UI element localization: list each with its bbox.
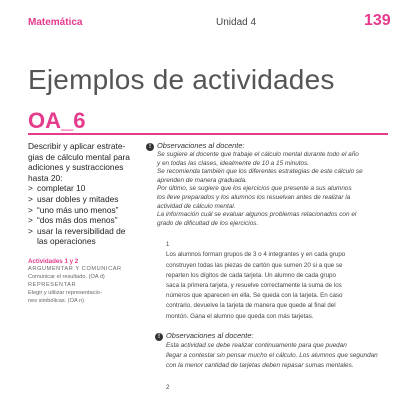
chevron-right-icon: > xyxy=(28,183,33,194)
strategy-item-continuation: las operaciones xyxy=(37,236,96,247)
activity-line: Los alumnos forman grupos de 3 o 4 integrantes y en cada grupo xyxy=(166,251,346,259)
page-title: Ejemplos de actividades xyxy=(28,64,335,95)
objective-line: hasta 20: xyxy=(28,172,63,183)
notes-line: Se sugiere al docente que trabaje el cálculo mental durante todo el año xyxy=(157,151,359,158)
skill-description: Comunicar el resultado. (OA d) xyxy=(28,273,105,280)
objective-column xyxy=(28,141,146,305)
activity-number: 1 xyxy=(166,242,170,249)
strategy-item: > “dos más dos menos” xyxy=(28,215,118,226)
activity-line: números que aparecen en ella. Se queda con la tarjeta. En caso xyxy=(166,292,343,300)
strategy-item: > usar la reversibilidad de xyxy=(28,225,126,236)
strategy-list xyxy=(28,183,146,247)
notes-line: grado de dificultad de los ejercicios. xyxy=(157,219,259,227)
skills-heading: Actividades 1 y 2 xyxy=(28,257,79,265)
activity-line: montón. Gana el alumno que queda con más tarjetas. xyxy=(166,312,314,320)
notes-line: los lleve preparados y los alumnos los resuelvan antes de realizar la xyxy=(157,193,351,201)
teacher-notes-2 xyxy=(146,331,396,371)
notes-line: aprenden de manera graduada. xyxy=(157,176,247,184)
notes-line: y en todas las clases, idealmente de 10 a 15 minutos. xyxy=(157,159,310,167)
objective-line: Describir y aplicar estrate- xyxy=(28,141,126,151)
skill-category: ARGUMENTAR Y COMUNICAR xyxy=(28,265,122,272)
activities-column xyxy=(146,141,396,391)
activity-2-number: 2 xyxy=(166,384,170,391)
notes-line: Por último, se sugiere que los ejercicios que presente a sus alumnos xyxy=(157,185,352,193)
notes-line: llegar a contestar sin pensar mucho el cálculo. Los alumnos que segundan xyxy=(166,351,378,359)
page-number: 139 xyxy=(364,12,391,29)
skills-list xyxy=(28,265,146,305)
notes-line: con la menor cantidad de tarjetas deben repasar sumas mentales. xyxy=(166,361,354,369)
objective-description xyxy=(28,141,146,183)
strategy-item: > “uno más uno menos” xyxy=(28,204,119,215)
notes-line: Se recomienda también que los diferentes estrategias de este cálculo se xyxy=(157,168,363,176)
activity-line: saca la primera tarjeta, y resuelve correctamente la suma de los xyxy=(166,281,342,289)
objective-line: adiciones y sustracciones xyxy=(28,162,124,173)
skill-description: Elegir y utilizar representacio- xyxy=(28,289,102,296)
oa-code: OA_6 xyxy=(28,108,86,133)
activity-1 xyxy=(146,242,396,321)
info-icon: ! xyxy=(146,143,154,151)
notes-line: La información cuál se evaluar algunos problemas relacionados con el xyxy=(157,211,357,219)
chevron-right-icon: > xyxy=(28,193,33,204)
strategy-item: > usar dobles y mitades xyxy=(28,193,119,204)
subject-label: Matemática xyxy=(28,17,83,28)
activity-line: reparten los dígitos de cada tarjeta. Un alumno de cada grupo xyxy=(166,271,336,279)
chevron-right-icon: > xyxy=(28,204,33,215)
unit-label: Unidad 4 xyxy=(216,17,257,28)
page-header xyxy=(0,0,400,40)
notes-heading: ! Observaciones al docente: xyxy=(146,141,396,151)
teacher-notes-1 xyxy=(146,141,396,228)
objective-line: gias de cálculo mental para xyxy=(28,151,130,162)
skill-description: nes simbólicas. (OA n) xyxy=(28,297,84,304)
chevron-right-icon: > xyxy=(28,225,33,236)
activity-line: construyen todas las piezas de cartón que sumen 20 si a que se xyxy=(166,261,343,269)
notes-line: Esta actividad se debe realizar continuamente para que puedan xyxy=(166,341,347,349)
oa-divider xyxy=(28,133,388,135)
notes-heading: ! Observaciones al docente: xyxy=(146,331,396,341)
strategy-item: > completar 10 xyxy=(28,183,86,194)
activity-line: contrario, devuelve la tarjeta de manera que quede al final del xyxy=(166,302,336,310)
chevron-right-icon: > xyxy=(28,215,33,226)
info-icon: ! xyxy=(155,333,163,341)
notes-line: actividad de cálculo mental. xyxy=(157,202,236,210)
skill-category: REPRESENTAR xyxy=(28,281,77,288)
